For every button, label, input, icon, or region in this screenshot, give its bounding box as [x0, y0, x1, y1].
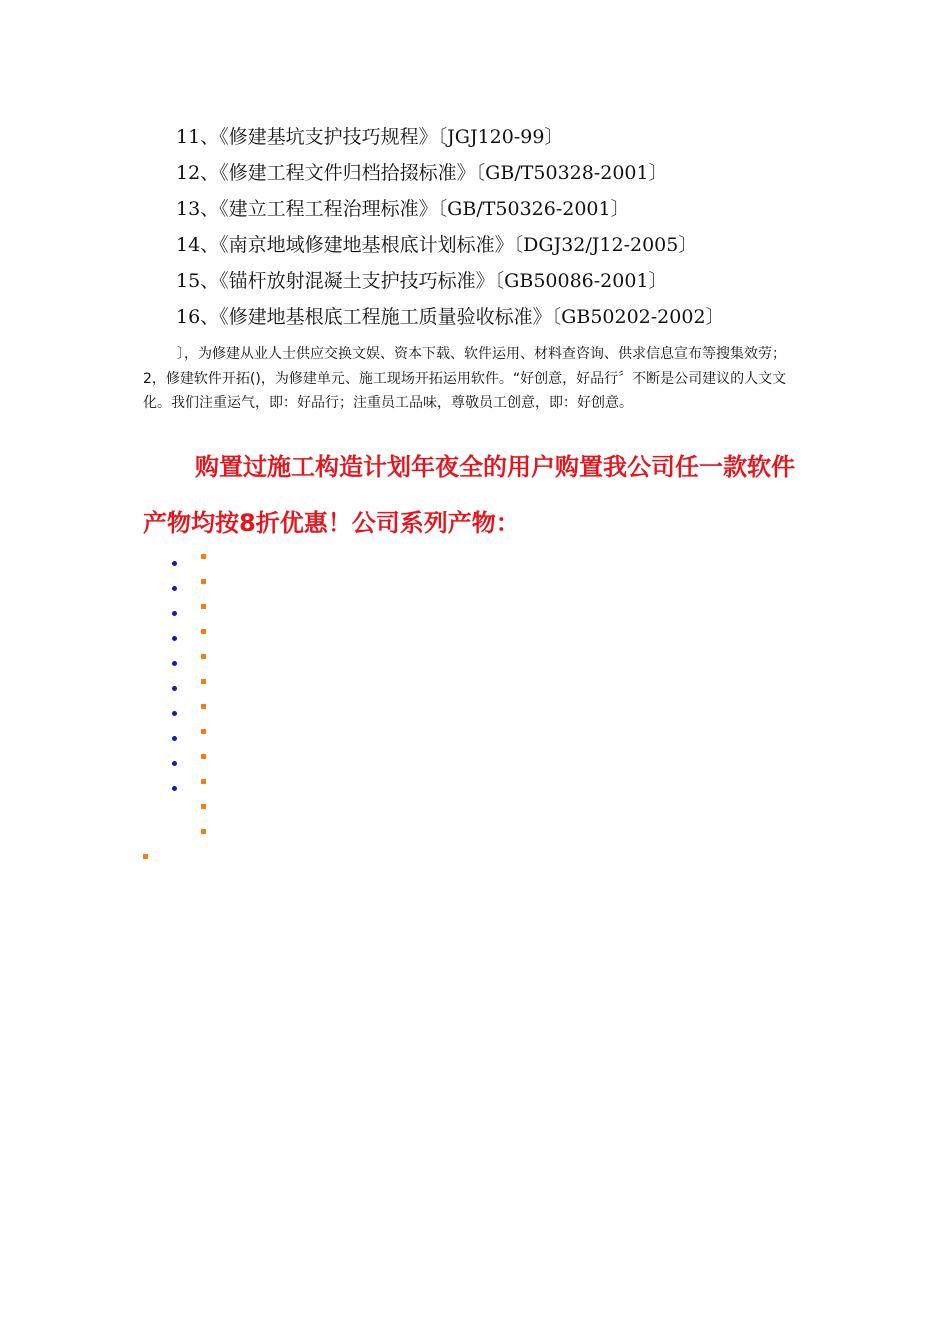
company-intro-text: 〕，为修建从业人士供应交换文娱、资本下载、软件运用、材料查咨询、供求信息宣布等搜集效劳；2，修建软件开拓()，为修建单元、施工现场开拓运用软件。“好创意，好品行〞不断是公司建议的人文文化。我们注重运气，即：好品行；注重员工品味，尊敬员工创意，即：好创意。	[143, 346, 787, 411]
bullet-dot	[172, 761, 177, 766]
standard-item-14: 14、《南京地域修建地基根底计划标准》〔DGJ32/J12-2005〕	[176, 234, 698, 256]
bullet-dot	[172, 586, 177, 591]
standard-item-15: 15、《锚杆放射混凝土支护技巧标准》〔GB50086-2001〕	[176, 270, 668, 292]
bullet-dot	[172, 711, 177, 716]
bullet-square	[201, 604, 206, 609]
standard-item-13: 13、《建立工程工程治理标准》〔GB/T50326-2001〕	[176, 198, 630, 220]
bullet-square	[201, 679, 206, 684]
bullet-dot	[172, 561, 177, 566]
bullet-square	[201, 804, 206, 809]
standard-item-16: 16、《修建地基根底工程施工质量验收标准》〔GB50202-2002〕	[176, 306, 725, 328]
bullet-square	[201, 779, 206, 784]
bullet-dot	[172, 686, 177, 691]
bullet-square	[201, 704, 206, 709]
bullet-dot	[172, 636, 177, 641]
bullet-square	[201, 579, 206, 584]
bullet-square	[201, 629, 206, 634]
bullet-dot	[172, 736, 177, 741]
bullet-square	[201, 754, 206, 759]
bullet-dot	[172, 611, 177, 616]
promo-text: 购置过施工构造计划年夜全的用户购置我公司任一款软件产物均按8折优惠！公司系列产物：	[143, 453, 795, 537]
bullet-square	[201, 654, 206, 659]
standard-item-12: 12、《修建工程文件归档拾掇标准》〔GB/T50328-2001〕	[176, 162, 668, 184]
bullet-dot	[172, 661, 177, 666]
promo-heading	[143, 439, 811, 551]
standard-item-11: 11、《修建基坑支护技巧规程》〔JGJ120-99〕	[176, 126, 564, 148]
bullet-square	[201, 729, 206, 734]
bullet-square	[201, 829, 206, 834]
bullet-square	[143, 854, 148, 859]
bullet-square	[201, 554, 206, 559]
company-intro-paragraph	[143, 342, 808, 416]
bullet-dot	[172, 786, 177, 791]
